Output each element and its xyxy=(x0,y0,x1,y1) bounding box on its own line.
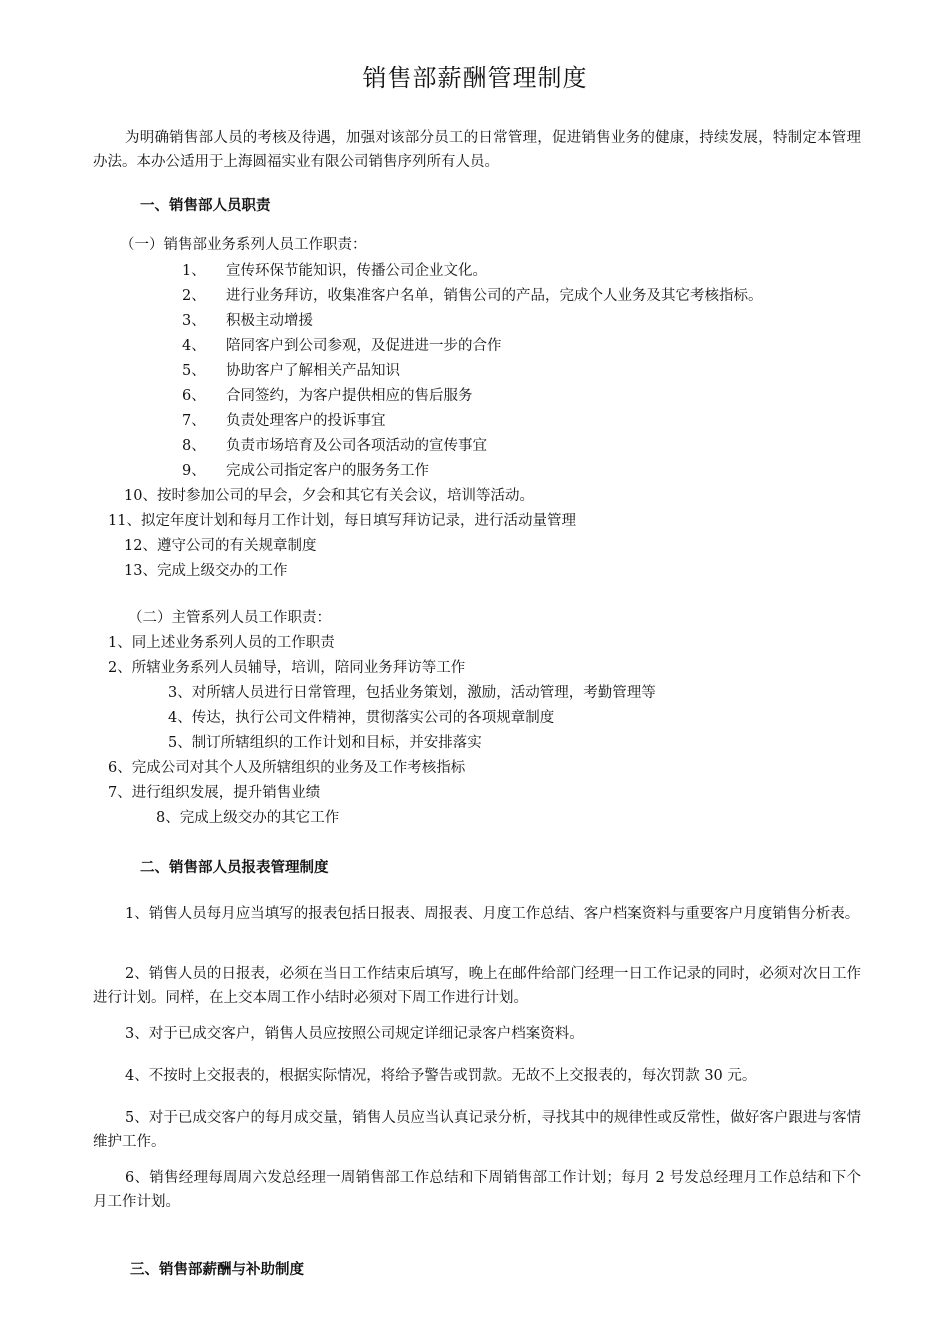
section1-heading: 一、销售部人员职责 xyxy=(140,198,271,214)
list-item xyxy=(182,361,400,381)
item-text: 宣传环保节能知识，传播公司企业文化。 xyxy=(226,263,487,279)
list-item xyxy=(182,286,763,306)
list-item: 11、拟定年度计划和每月工作计划，每日填写拜访记录，进行活动量管理 xyxy=(108,513,576,529)
item-number: 6、 xyxy=(182,388,206,404)
list-item: 12、遵守公司的有关规章制度 xyxy=(124,538,317,554)
section2-paragraph: 2、销售人员的日报表，必须在当日工作结束后填写，晚上在邮件给部门经理一日工作记录的同时，必须对次日工作进行计划。同样，在上交本周工作小结时必须对下周工作进行计划。 xyxy=(93,966,861,1006)
list-item xyxy=(182,461,429,481)
sub2-heading: （二）主管系列人员工作职责： xyxy=(128,610,331,626)
item-text: 积极主动增援 xyxy=(226,313,313,329)
section2-paragraph: 1、销售人员每月应当填写的报表包括日报表、周报表、月度工作总结、客户档案资料与重要客户月度销售分析表。 xyxy=(125,906,860,922)
list-item: 4、传达，执行公司文件精神，贯彻落实公司的各项规章制度 xyxy=(168,710,555,726)
list-item: 6、完成公司对其个人及所辖组织的业务及工作考核指标 xyxy=(108,760,466,776)
list-item: 13、完成上级交办的工作 xyxy=(124,563,288,579)
section2-paragraph: 5、对于已成交客户的每月成交量，销售人员应当认真记录分析，寻找其中的规律性或反常性，做好客户跟进与客情维护工作。 xyxy=(93,1110,861,1150)
list-item xyxy=(182,336,502,356)
list-item: 7、进行组织发展，提升销售业绩 xyxy=(108,785,321,801)
list-item: 1、同上述业务系列人员的工作职责 xyxy=(108,635,335,651)
item-text: 负责处理客户的投诉事宜 xyxy=(226,413,386,429)
section2-paragraph: 3、对于已成交客户，销售人员应按照公司规定详细记录客户档案资料。 xyxy=(125,1026,584,1042)
section2-heading: 二、销售部人员报表管理制度 xyxy=(140,860,329,876)
document-title: 销售部薪酬管理制度 xyxy=(362,64,588,92)
list-item xyxy=(182,261,487,281)
item-text: 协助客户了解相关产品知识 xyxy=(226,363,400,379)
item-text: 负责市场培育及公司各项活动的宣传事宜 xyxy=(226,438,487,454)
item-text: 合同签约，为客户提供相应的售后服务 xyxy=(226,388,473,404)
list-item: 5、制订所辖组织的工作计划和目标，并安排落实 xyxy=(168,735,482,751)
section2-paragraph: 6、销售经理每周周六发总经理一周销售部工作总结和下周销售部工作计划；每月 2 号发总经理月工作总结和下个月工作计划。 xyxy=(93,1170,861,1210)
list-item xyxy=(182,311,313,331)
item-number: 9、 xyxy=(182,463,206,479)
list-item xyxy=(182,386,473,406)
item-text: 陪同客户到公司参观，及促进进一步的合作 xyxy=(226,338,502,354)
section2-paragraph: 4、不按时上交报表的，根据实际情况，将给予警告或罚款。无故不上交报表的，每次罚款 30 元。 xyxy=(125,1068,757,1084)
list-item: 3、对所辖人员进行日常管理，包括业务策划，激励，活动管理，考勤管理等 xyxy=(168,685,656,701)
item-text: 完成公司指定客户的服务务工作 xyxy=(226,463,429,479)
item-number: 4、 xyxy=(182,338,206,354)
list-item: 10、按时参加公司的早会，夕会和其它有关会议，培训等活动。 xyxy=(124,488,534,504)
item-text: 进行业务拜访，收集准客户名单，销售公司的产品，完成个人业务及其它考核指标。 xyxy=(226,288,763,304)
item-number: 3、 xyxy=(182,313,206,329)
list-item xyxy=(182,411,386,431)
list-item: 2、所辖业务系列人员辅导，培训，陪同业务拜访等工作 xyxy=(108,660,466,676)
list-item xyxy=(182,436,487,456)
list-item: 8、完成上级交办的其它工作 xyxy=(156,810,340,826)
item-number: 5、 xyxy=(182,363,206,379)
item-number: 7、 xyxy=(182,413,206,429)
section3-heading: 三、销售部薪酬与补助制度 xyxy=(130,1262,304,1278)
item-number: 2、 xyxy=(182,288,206,304)
sub1-heading: （一）销售部业务系列人员工作职责： xyxy=(120,237,367,253)
item-number: 1、 xyxy=(182,263,206,279)
item-number: 8、 xyxy=(182,438,206,454)
intro-paragraph: 为明确销售部人员的考核及待遇，加强对该部分员工的日常管理，促进销售业务的健康，持续发展，特制定本管理办法。本办公适用于上海圆福实业有限公司销售序列所有人员。 xyxy=(93,130,861,170)
